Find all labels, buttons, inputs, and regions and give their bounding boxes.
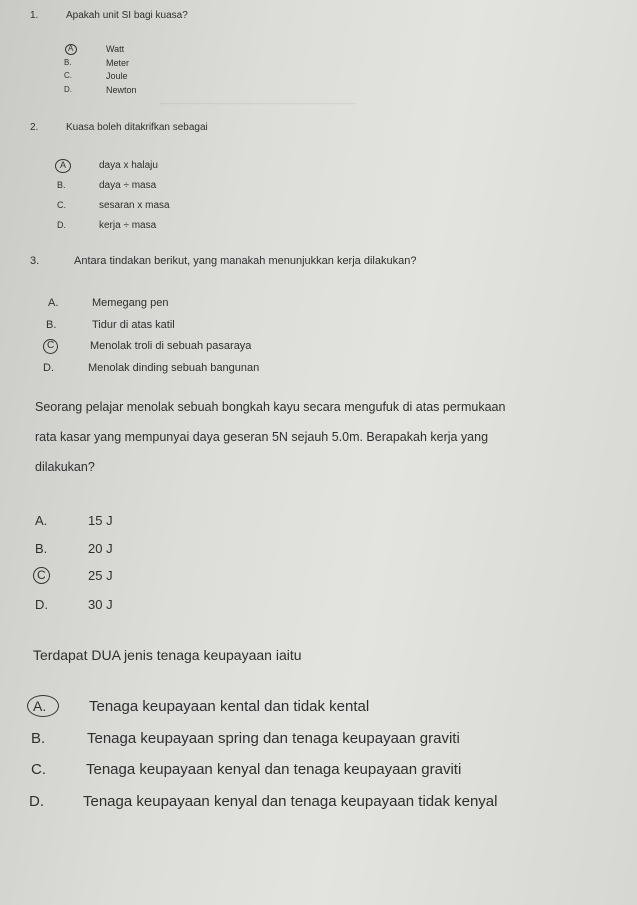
q2-option-b-text: daya ÷ masa: [99, 180, 157, 191]
q4-text-line-2: rata kasar yang mempunyai daya geseran 5N sejauh 5.0m. Berapakah kerja yang: [35, 430, 489, 444]
q4-option-c-text: 25 J: [88, 568, 113, 583]
q4-text-line-3: dilakukan?: [35, 460, 95, 474]
q2-option-b-letter: B.: [57, 180, 66, 190]
q2-option-c-text: sesaran x masa: [99, 200, 170, 211]
q4-option-b-letter: B.: [35, 541, 48, 556]
q1-option-a-text: Watt: [106, 44, 125, 54]
q1-number: 1.: [30, 10, 39, 21]
q5-option-b-text: Tenaga keupayaan spring dan tenaga keupayaan graviti: [87, 730, 460, 747]
q5-text: Terdapat DUA jenis tenaga keupayaan iaitu: [33, 647, 302, 663]
q1-option-c-text: Joule: [106, 71, 128, 81]
q3-option-c-text: Menolak troli di sebuah pasaraya: [90, 340, 252, 352]
q2-number: 2.: [30, 122, 39, 133]
q2-option-c-letter: C.: [57, 200, 66, 210]
q4-option-a-text: 15 J: [88, 513, 113, 528]
q3-text: Antara tindakan berikut, yang manakah menunjukkan kerja dilakukan?: [74, 255, 417, 267]
q3-option-a-text: Memegang pen: [92, 297, 169, 309]
q5-option-a-text: Tenaga keupayaan kental dan tidak kental: [89, 698, 370, 715]
q4-option-d-text: 30 J: [88, 597, 113, 612]
q2-option-a-letter: A: [60, 160, 67, 170]
q1-option-b-letter: B.: [64, 58, 72, 67]
q3-number: 3.: [30, 255, 40, 267]
q4-option-a-letter: A.: [35, 513, 48, 528]
q2-option-a-text: daya x halaju: [99, 160, 158, 171]
q4-option-b-text: 20 J: [88, 541, 113, 556]
q5-option-d-text: Tenaga keupayaan kenyal dan tenaga keupayaan tidak kenyal: [83, 793, 498, 810]
q3-option-d-letter: D.: [43, 362, 54, 374]
q2-option-d-text: kerja ÷ masa: [99, 220, 157, 231]
q4-option-d-letter: D.: [35, 597, 48, 612]
q3-option-d-text: Menolak dinding sebuah bangunan: [88, 362, 260, 374]
q1-option-d-letter: D.: [64, 85, 72, 94]
q1-option-b-text: Meter: [106, 58, 130, 68]
q4-option-c-letter: C: [37, 568, 46, 582]
q3-option-c-letter: C: [47, 340, 55, 351]
q2-text: Kuasa boleh ditakrifkan sebagai: [66, 122, 208, 133]
q2-option-d-letter: D.: [57, 220, 66, 230]
q1-option-c-letter: C.: [64, 71, 72, 80]
q1-option-d-text: Newton: [106, 85, 137, 95]
q1-option-a-letter: A: [68, 44, 74, 53]
q3-option-a-letter: A.: [48, 297, 59, 309]
q3-option-b-text: Tidur di atas katil: [92, 319, 175, 331]
q5-option-c-text: Tenaga keupayaan kenyal dan tenaga keupayaan graviti: [86, 761, 462, 778]
q5-option-c-letter: C.: [31, 761, 46, 778]
q1-text: Apakah unit SI bagi kuasa?: [66, 10, 188, 21]
q5-option-b-letter: B.: [31, 730, 46, 747]
q5-option-d-letter: D.: [29, 793, 44, 810]
q3-option-b-letter: B.: [46, 319, 57, 331]
q5-option-a-letter: A.: [33, 698, 47, 714]
q4-text-line-1: Seorang pelajar menolak sebuah bongkah kayu secara mengufuk di atas permukaan: [35, 400, 506, 414]
